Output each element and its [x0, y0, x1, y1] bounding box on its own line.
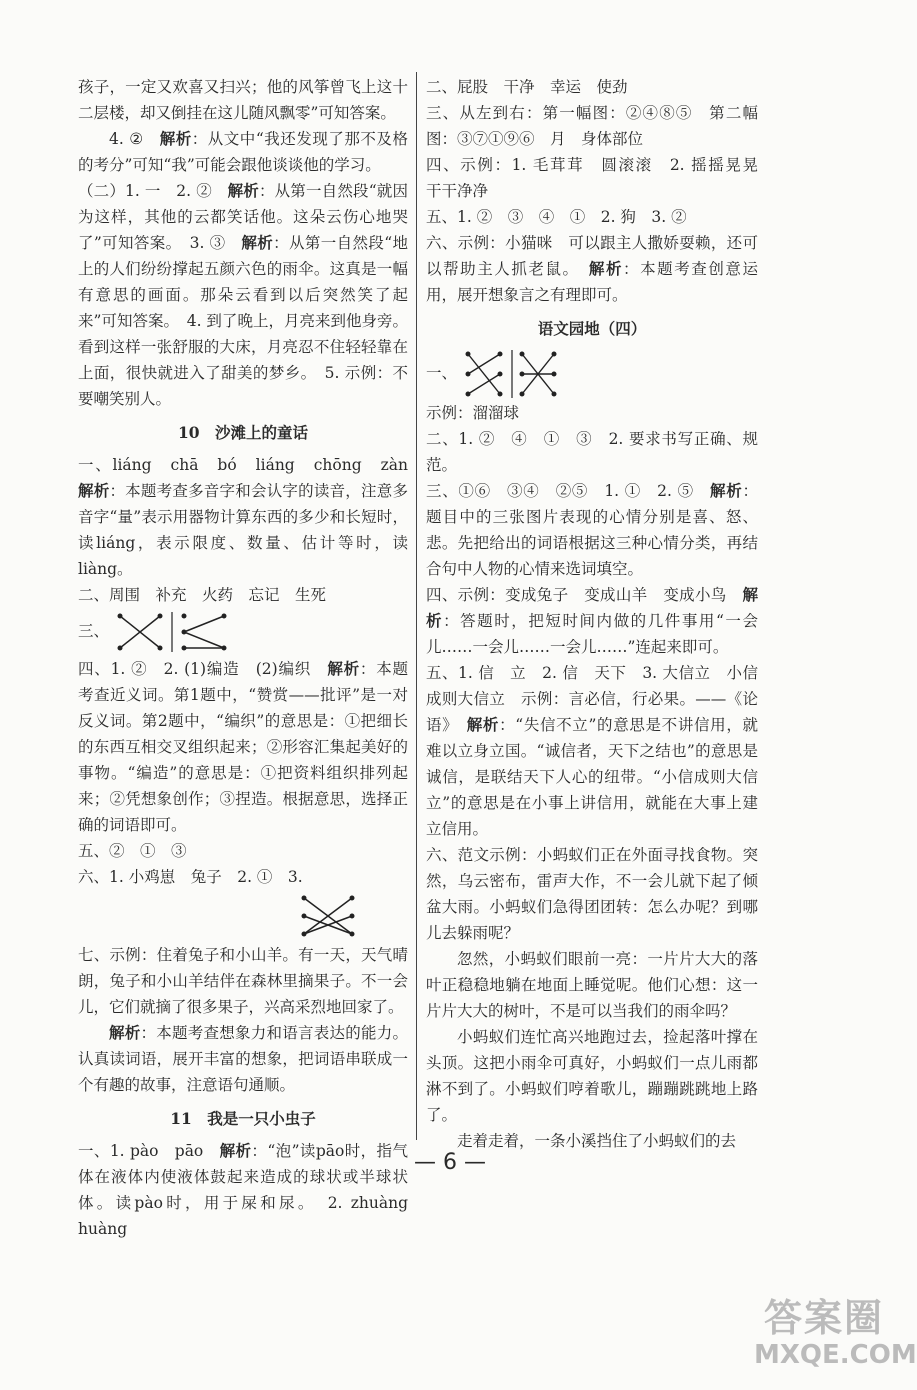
analysis-label: 解析 — [426, 585, 758, 630]
matching-lines-diagram — [462, 348, 562, 400]
watermark-logo — [754, 1296, 917, 1380]
answer-text: 六、1. 小鸡崽 兔子 2. ① 3. — [78, 868, 303, 886]
analysis-label: 解析 — [159, 129, 192, 148]
essay-paragraph: 走着走着，一条小溪挡住了小蚂蚁们的去 — [457, 1132, 737, 1150]
yuandi-q1 — [426, 348, 758, 400]
answer-text: 三、①⑥ ③④ ②⑤ 1. ① 2. ⑤ — [426, 482, 694, 500]
lesson-10-q6 — [78, 864, 408, 890]
analysis-label: 解析 — [466, 715, 500, 734]
lesson-10-q7-analysis — [78, 1020, 408, 1098]
lesson-10-q5: 五、② ① ③ — [78, 842, 187, 860]
yuandi-q5 — [426, 660, 758, 842]
analysis-label: 解析 — [710, 481, 743, 500]
analysis-text: ：答题时，把短时间内做的几件事用“一会儿……一会儿……一会儿……”连起来即可。 — [426, 612, 758, 656]
text-line — [426, 230, 758, 308]
analysis-text: ：“失信不立”的意思是不讲信用，就难以立身立国。“诚信者，天下之结也”的意思是诚信，是联结天下人心的纽带。“小信成则大信立”的意思是在小事上讲信用，就能在大事上建立信用。 — [426, 716, 758, 838]
watermark-top: 答案圈 — [763, 1296, 884, 1340]
column-divider — [416, 72, 417, 1140]
answer-4 — [78, 126, 408, 178]
analysis-label: 解析 — [227, 181, 259, 200]
analysis-text: ：从文中“我还发现了那不及格的考分”可知“我”可能会跟他谈谈他的学习。 — [78, 130, 408, 174]
lesson-10-q1 — [78, 452, 408, 582]
yuwen-yuandi-4-title: 语文园地（四） — [537, 319, 647, 338]
question-number: 三、 — [78, 622, 110, 640]
left-column — [78, 74, 424, 1242]
matching-cross-diagram — [298, 892, 358, 940]
essay-paragraph: 小蚂蚁们连忙高兴地跑过去，捡起落叶撑在头顶。这把小雨伞可真好，小蚂蚁们一点儿雨都淋不到了。小蚂蚁们哼着歌儿，蹦蹦跳跳地上路了。 — [426, 1028, 758, 1124]
matching-lines-diagram — [114, 610, 234, 654]
pinyin-answer: 一、1. pào pāo — [78, 1142, 204, 1160]
text-line: 四、示例：1. 毛茸茸 圆滚滚 2. 摇摇晃晃 干干净净 — [426, 156, 774, 200]
text-line: 二、屁股 干净 幸运 使劲 — [426, 78, 628, 96]
analysis-text: ：从第一自然段“地上的人们纷纷撑起五颜六色的雨伞。这真是一幅有意思的画面。那朵云看到以后突然笑了起来”可知答案。 4. 到了晚上，月亮来到他身旁。看到这样一张舒服的大床，月亮忍不住轻轻靠在上面，很快就进入了甜美的梦乡。 5. 示例：不要嘲笑别人。 — [78, 234, 408, 408]
analysis-text: ：本题考查近义词。第1题中，“赞赏——批评”是一对反义词。第2题中，“编织”的意思是：①把细长的东西互相交叉组织起来；②形容汇集起美好的事物。“编造”的意思是：①把资料组织排列起来；②凭想象创作；③捏造。根据意思，选择正确的词语即可。 — [78, 660, 408, 834]
yuandi-q1-example: 示例：溜溜球 — [426, 404, 520, 422]
analysis-text: ：从第一自然段“就因为这样，其他的云都笑话他。这朵云伤心地哭了”可知答案。 3. ③ — [78, 182, 408, 252]
yuandi-q4 — [426, 582, 758, 660]
answer-text: 四、示例：变成兔子 变成山羊 变成小鸟 — [426, 586, 727, 604]
lesson-10-q2: 二、周围 补充 火药 忘记 生死 — [78, 586, 327, 604]
text-line: 孩子，一定又欢喜又扫兴；他的风筝曾飞上这十二层楼，却又倒挂在这儿随风飘零”可知答案。 — [78, 78, 408, 122]
right-column — [426, 74, 774, 1154]
yuandi-q6: 六、范文示例：小蚂蚁们正在外面寻找食物。突然，乌云密布，雷声大作，不一会儿就下起了倾盆大雨。小蚂蚁们急得团团转：怎么办呢？到哪儿去躲雨呢？ — [426, 846, 758, 942]
answer-text: 四、1. ② 2. (1)编造 (2)编织 — [78, 660, 312, 678]
analysis-label: 解析 — [588, 259, 624, 278]
analysis-label: 解析 — [241, 233, 274, 252]
yuandi-q2: 二、1. ② ④ ① ③ 2. 要求书写正确、规范。 — [426, 430, 758, 474]
answer-text: 六、示例：小猫咪 可以跟主人撒娇耍赖，还可以帮助主人抓老鼠。 — [426, 234, 758, 278]
answer-text: （二）1. 一 2. ② — [78, 182, 212, 200]
analysis-label: 解析 — [327, 659, 360, 678]
pinyin-answer: 一、liáng chā bó liáng chōng zàn — [78, 456, 408, 474]
analysis-label: 解析 — [219, 1141, 252, 1160]
lesson-10-q4 — [78, 656, 408, 838]
lesson-11-title: 11 我是一只小虫子 — [170, 1109, 316, 1128]
question-number: 一、 — [426, 364, 458, 382]
answer-number: 4. ② — [109, 130, 144, 148]
section-2 — [78, 178, 408, 412]
analysis-text: ：本题考查想象力和语言表达的能力。认真读词语，展开丰富的想象，把词语串联成一个有趣的故事，注意语句通顺。 — [78, 1024, 408, 1094]
analysis-label: 解析 — [78, 481, 110, 500]
text-line: 五、1. ② ③ ④ ① 2. 狗 3. ② — [426, 208, 687, 226]
lesson-10-q3 — [78, 608, 408, 656]
answer-text: 五、1. 信 立 2. 信 天下 3. 大信立 小信成则大信立 示例：言必信，行必果。——《论语》 — [426, 664, 758, 734]
lesson-10-title: 10 沙滩上的童话 — [177, 423, 309, 442]
analysis-label: 解析 — [109, 1023, 141, 1042]
watermark-bottom: MXQE.COM — [754, 1340, 917, 1370]
page-number: — 6 — — [414, 1150, 486, 1175]
text-line: 三、从左到右：第一幅图：②④⑧⑤ 第二幅图：③⑦①⑨⑥ 月 身体部位 — [426, 104, 758, 148]
lesson-10-q7: 七、示例：住着兔子和小山羊。有一天，天气晴朗，兔子和小山羊结伴在森林里摘果子。不一会儿，它们就摘了很多果子，兴高采烈地回家了。 — [78, 946, 408, 1016]
analysis-text: ：本题考查多音字和会认字的读音，注意多音字“量”表示用器物计算东西的多少和长短时，读liáng，表示限度、数量、估计等时，读liàng。 — [78, 482, 408, 578]
analysis-text: ：本题考查创意运用，展开想象言之有理即可。 — [426, 260, 758, 304]
analysis-text: ：题目中的三张图片表现的心情分别是喜、怒、悲。先把给出的词语根据这三种心情分类，再结合句中人物的心情来选词填空。 — [426, 482, 758, 578]
essay-paragraph: 忽然，小蚂蚁们眼前一亮：一片片大大的落叶正稳稳地躺在地面上睡觉呢。他们心想：这一片片大大的树叶，不是可以当我们的雨伞吗？ — [426, 950, 758, 1020]
analysis-text: ：“泡”读pāo时，指气体在液体内使液体鼓起来造成的球状或半球状体。读pào时，用于屎和尿。 2. zhuàng huàng — [78, 1142, 424, 1238]
yuandi-q3 — [426, 478, 758, 582]
